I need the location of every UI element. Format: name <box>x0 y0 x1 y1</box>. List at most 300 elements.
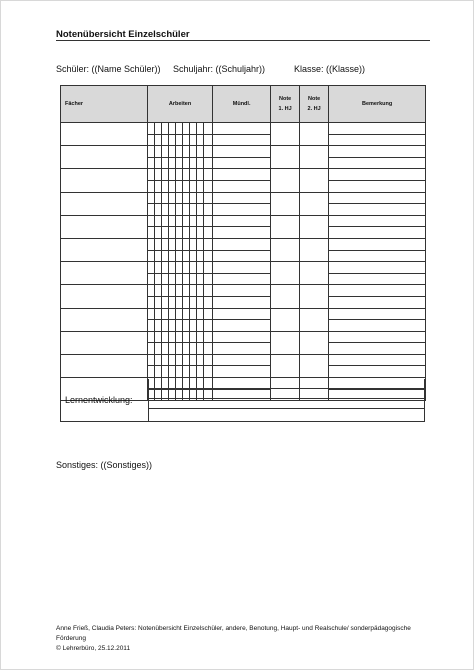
arbeit-cell <box>197 192 204 204</box>
bemerkung-cell <box>329 169 426 181</box>
arbeit-cell <box>197 169 204 181</box>
arbeit-cell <box>155 204 162 216</box>
arbeit-cell <box>155 157 162 169</box>
arbeit-cell <box>204 250 213 262</box>
table-row <box>61 331 426 343</box>
note-2hj-cell <box>300 146 329 169</box>
table-row <box>61 169 426 181</box>
arbeit-cell <box>155 215 162 227</box>
arbeit-cell <box>190 366 197 378</box>
note-1hj-cell <box>271 146 300 169</box>
arbeit-cell <box>197 273 204 285</box>
arbeit-cell <box>169 192 176 204</box>
arbeit-cell <box>183 180 190 192</box>
note-2hj-cell <box>300 238 329 261</box>
muendl-cell <box>213 285 271 297</box>
table-row <box>61 354 426 366</box>
arbeit-cell <box>148 192 155 204</box>
arbeit-cell <box>169 343 176 355</box>
subject-cell <box>61 238 148 261</box>
arbeit-cell <box>197 250 204 262</box>
lernentwicklung-label: Lernentwicklung: <box>65 395 133 405</box>
arbeit-cell <box>204 204 213 216</box>
arbeit-cell <box>190 146 197 158</box>
arbeit-cell <box>176 215 183 227</box>
arbeit-cell <box>176 308 183 320</box>
arbeit-cell <box>162 215 169 227</box>
arbeit-cell <box>204 320 213 332</box>
arbeit-cell <box>176 227 183 239</box>
bemerkung-cell <box>329 238 426 250</box>
arbeit-cell <box>148 343 155 355</box>
muendl-cell <box>213 238 271 250</box>
subject-cell <box>61 354 148 377</box>
arbeit-cell <box>197 204 204 216</box>
bemerkung-cell <box>329 343 426 355</box>
arbeit-cell <box>169 204 176 216</box>
subject-cell <box>61 262 148 285</box>
arbeit-cell <box>169 273 176 285</box>
arbeit-cell <box>197 354 204 366</box>
bemerkung-cell <box>329 192 426 204</box>
arbeit-cell <box>176 192 183 204</box>
arbeit-cell <box>183 262 190 274</box>
arbeit-cell <box>162 308 169 320</box>
arbeit-cell <box>148 123 155 135</box>
arbeit-cell <box>204 134 213 146</box>
subject-cell <box>61 169 148 192</box>
writing-line <box>149 379 424 389</box>
table-row <box>61 285 426 297</box>
arbeit-cell <box>162 262 169 274</box>
arbeit-cell <box>162 250 169 262</box>
arbeit-cell <box>155 366 162 378</box>
arbeit-cell <box>190 320 197 332</box>
arbeit-cell <box>148 354 155 366</box>
arbeit-cell <box>183 169 190 181</box>
arbeit-cell <box>183 331 190 343</box>
table-row <box>61 308 426 320</box>
arbeit-cell <box>176 273 183 285</box>
table-header-row <box>61 86 426 123</box>
footer-credit: Anne Frieß, Claudia Peters: Notenübersicht Einzelschüler, andere, Benotung, Haupt- und Realschule/ sonderpädagogische <box>56 625 411 632</box>
arbeit-cell <box>190 134 197 146</box>
arbeit-cell <box>204 157 213 169</box>
lernentwicklung-box <box>60 379 425 422</box>
arbeit-cell <box>197 320 204 332</box>
arbeit-cell <box>183 146 190 158</box>
arbeit-cell <box>176 123 183 135</box>
arbeit-cell <box>190 343 197 355</box>
arbeit-cell <box>197 215 204 227</box>
arbeit-cell <box>162 238 169 250</box>
muendl-cell <box>213 273 271 285</box>
arbeit-cell <box>155 285 162 297</box>
grades-table <box>60 85 426 401</box>
arbeit-cell <box>176 331 183 343</box>
arbeit-cell <box>148 273 155 285</box>
arbeit-cell <box>190 285 197 297</box>
arbeit-cell <box>204 273 213 285</box>
arbeit-cell <box>190 308 197 320</box>
arbeit-cell <box>162 204 169 216</box>
arbeit-cell <box>197 343 204 355</box>
writing-line <box>149 399 424 409</box>
arbeit-cell <box>148 285 155 297</box>
arbeit-cell <box>169 320 176 332</box>
header-bemerkung: Bemerkung <box>329 86 426 123</box>
arbeit-cell <box>162 192 169 204</box>
muendl-cell <box>213 331 271 343</box>
arbeit-cell <box>190 250 197 262</box>
arbeit-cell <box>176 250 183 262</box>
arbeit-cell <box>190 123 197 135</box>
arbeit-cell <box>204 308 213 320</box>
footer <box>56 624 426 654</box>
bemerkung-cell <box>329 320 426 332</box>
arbeit-cell <box>155 169 162 181</box>
arbeit-cell <box>183 285 190 297</box>
arbeit-cell <box>176 169 183 181</box>
muendl-cell <box>213 157 271 169</box>
arbeit-cell <box>204 192 213 204</box>
arbeit-cell <box>204 227 213 239</box>
muendl-cell <box>213 343 271 355</box>
title-divider <box>56 40 430 41</box>
header-note-1hj <box>271 86 300 123</box>
arbeit-cell <box>155 273 162 285</box>
arbeit-cell <box>155 180 162 192</box>
arbeit-cell <box>190 180 197 192</box>
subject-cell <box>61 331 148 354</box>
arbeit-cell <box>155 227 162 239</box>
arbeit-cell <box>176 180 183 192</box>
bemerkung-cell <box>329 296 426 308</box>
arbeit-cell <box>204 296 213 308</box>
arbeit-cell <box>190 169 197 181</box>
arbeit-cell <box>176 157 183 169</box>
arbeit-cell <box>148 331 155 343</box>
bemerkung-cell <box>329 285 426 297</box>
arbeit-cell <box>204 238 213 250</box>
arbeit-cell <box>183 227 190 239</box>
arbeit-cell <box>204 180 213 192</box>
arbeit-cell <box>183 204 190 216</box>
header-note-1hj-line1: Note <box>278 96 292 102</box>
muendl-cell <box>213 354 271 366</box>
note-2hj-cell <box>300 308 329 331</box>
arbeit-cell <box>176 146 183 158</box>
arbeit-cell <box>148 227 155 239</box>
arbeit-cell <box>169 262 176 274</box>
arbeit-cell <box>155 308 162 320</box>
arbeit-cell <box>162 296 169 308</box>
arbeit-cell <box>148 308 155 320</box>
arbeit-cell <box>204 146 213 158</box>
arbeit-cell <box>148 204 155 216</box>
bemerkung-cell <box>329 354 426 366</box>
arbeit-cell <box>176 296 183 308</box>
note-1hj-cell <box>271 331 300 354</box>
arbeit-cell <box>183 123 190 135</box>
arbeit-cell <box>155 320 162 332</box>
arbeit-cell <box>155 354 162 366</box>
muendl-cell <box>213 192 271 204</box>
sonstiges-field: Sonstiges: ((Sonstiges)) <box>56 460 153 470</box>
arbeit-cell <box>204 169 213 181</box>
arbeit-cell <box>190 262 197 274</box>
header-note-2hj <box>300 86 329 123</box>
note-1hj-cell <box>271 262 300 285</box>
arbeit-cell <box>162 331 169 343</box>
note-1hj-cell <box>271 215 300 238</box>
page-title: Notenübersicht Einzelschüler <box>56 29 190 40</box>
bemerkung-cell <box>329 262 426 274</box>
arbeit-cell <box>155 296 162 308</box>
muendl-cell <box>213 262 271 274</box>
arbeit-cell <box>169 180 176 192</box>
muendl-cell <box>213 308 271 320</box>
table-row <box>61 123 426 135</box>
arbeit-cell <box>176 366 183 378</box>
arbeit-cell <box>169 169 176 181</box>
arbeit-cell <box>176 354 183 366</box>
arbeit-cell <box>169 134 176 146</box>
muendl-cell <box>213 250 271 262</box>
arbeit-cell <box>183 134 190 146</box>
arbeit-cell <box>169 285 176 297</box>
arbeit-cell <box>197 238 204 250</box>
lernentwicklung-lines <box>148 379 424 421</box>
arbeit-cell <box>169 123 176 135</box>
arbeit-cell <box>197 366 204 378</box>
bemerkung-cell <box>329 146 426 158</box>
arbeit-cell <box>190 204 197 216</box>
table-row <box>61 238 426 250</box>
note-2hj-cell <box>300 354 329 377</box>
arbeit-cell <box>169 146 176 158</box>
arbeit-cell <box>155 343 162 355</box>
arbeit-cell <box>169 308 176 320</box>
bemerkung-cell <box>329 250 426 262</box>
muendl-cell <box>213 123 271 135</box>
muendl-cell <box>213 204 271 216</box>
arbeit-cell <box>169 157 176 169</box>
arbeit-cell <box>183 238 190 250</box>
arbeit-cell <box>155 262 162 274</box>
arbeit-cell <box>162 227 169 239</box>
arbeit-cell <box>162 134 169 146</box>
arbeit-cell <box>197 262 204 274</box>
note-2hj-cell <box>300 192 329 215</box>
header-note-1hj-line2: 1. HJ <box>278 106 292 112</box>
note-1hj-cell <box>271 192 300 215</box>
header-note-2hj-line2: 2. HJ <box>307 106 321 112</box>
muendl-cell <box>213 146 271 158</box>
note-2hj-cell <box>300 331 329 354</box>
arbeit-cell <box>190 354 197 366</box>
bemerkung-cell <box>329 157 426 169</box>
arbeit-cell <box>183 296 190 308</box>
arbeit-cell <box>204 285 213 297</box>
arbeit-cell <box>155 250 162 262</box>
bemerkung-cell <box>329 227 426 239</box>
arbeit-cell <box>155 134 162 146</box>
arbeit-cell <box>204 331 213 343</box>
arbeit-cell <box>162 343 169 355</box>
note-2hj-cell <box>300 123 329 146</box>
footer-copyright: © Lehrerbüro, 25.12.2011 <box>56 645 131 652</box>
subject-cell <box>61 285 148 308</box>
arbeit-cell <box>183 250 190 262</box>
bemerkung-cell <box>329 204 426 216</box>
header-arbeiten: Arbeiten <box>148 86 213 123</box>
arbeit-cell <box>148 250 155 262</box>
arbeit-cell <box>148 146 155 158</box>
muendl-cell <box>213 215 271 227</box>
arbeit-cell <box>148 215 155 227</box>
bemerkung-cell <box>329 331 426 343</box>
table-row <box>61 262 426 274</box>
subject-cell <box>61 308 148 331</box>
subject-cell <box>61 146 148 169</box>
arbeit-cell <box>169 366 176 378</box>
muendl-cell <box>213 169 271 181</box>
arbeit-cell <box>169 250 176 262</box>
arbeit-cell <box>183 215 190 227</box>
bemerkung-cell <box>329 123 426 135</box>
arbeit-cell <box>204 215 213 227</box>
arbeit-cell <box>176 343 183 355</box>
arbeit-cell <box>197 123 204 135</box>
bemerkung-cell <box>329 180 426 192</box>
arbeit-cell <box>197 146 204 158</box>
arbeit-cell <box>155 238 162 250</box>
note-1hj-cell <box>271 285 300 308</box>
arbeit-cell <box>197 227 204 239</box>
arbeit-cell <box>162 146 169 158</box>
arbeit-cell <box>197 296 204 308</box>
note-1hj-cell <box>271 354 300 377</box>
arbeit-cell <box>204 354 213 366</box>
header-note-2hj-line1: Note <box>307 96 321 102</box>
arbeit-cell <box>169 296 176 308</box>
note-1hj-cell <box>271 123 300 146</box>
arbeit-cell <box>197 134 204 146</box>
arbeit-cell <box>197 180 204 192</box>
arbeit-cell <box>176 262 183 274</box>
arbeit-cell <box>204 262 213 274</box>
arbeit-cell <box>162 169 169 181</box>
muendl-cell <box>213 296 271 308</box>
arbeit-cell <box>176 285 183 297</box>
arbeit-cell <box>190 215 197 227</box>
arbeit-cell <box>155 123 162 135</box>
arbeit-cell <box>169 215 176 227</box>
arbeit-cell <box>197 308 204 320</box>
arbeit-cell <box>190 296 197 308</box>
arbeit-cell <box>190 331 197 343</box>
bemerkung-cell <box>329 215 426 227</box>
header-faecher: Fächer <box>61 86 148 123</box>
arbeit-cell <box>197 285 204 297</box>
arbeit-cell <box>162 320 169 332</box>
arbeit-cell <box>183 366 190 378</box>
bemerkung-cell <box>329 366 426 378</box>
note-2hj-cell <box>300 169 329 192</box>
subject-cell <box>61 192 148 215</box>
arbeit-cell <box>183 192 190 204</box>
arbeit-cell <box>183 343 190 355</box>
arbeit-cell <box>148 296 155 308</box>
arbeit-cell <box>148 366 155 378</box>
arbeit-cell <box>162 354 169 366</box>
arbeit-cell <box>169 331 176 343</box>
arbeit-cell <box>183 273 190 285</box>
schuljahr-field: Schuljahr: ((Schuljahr)) <box>173 64 266 74</box>
arbeit-cell <box>155 146 162 158</box>
subject-cell <box>61 215 148 238</box>
schueler-field: Schüler: ((Name Schüler)) <box>56 64 161 74</box>
arbeit-cell <box>183 354 190 366</box>
writing-line <box>149 389 424 399</box>
muendl-cell <box>213 366 271 378</box>
arbeit-cell <box>176 204 183 216</box>
arbeit-cell <box>183 320 190 332</box>
arbeit-cell <box>190 238 197 250</box>
bemerkung-cell <box>329 134 426 146</box>
subject-cell <box>61 123 148 146</box>
arbeit-cell <box>162 123 169 135</box>
arbeit-cell <box>204 366 213 378</box>
note-2hj-cell <box>300 215 329 238</box>
arbeit-cell <box>148 157 155 169</box>
arbeit-cell <box>162 273 169 285</box>
arbeit-cell <box>176 320 183 332</box>
arbeit-cell <box>148 262 155 274</box>
arbeit-cell <box>148 134 155 146</box>
arbeit-cell <box>190 273 197 285</box>
bemerkung-cell <box>329 308 426 320</box>
arbeit-cell <box>169 238 176 250</box>
arbeit-cell <box>148 180 155 192</box>
klasse-field: Klasse: ((Klasse)) <box>294 64 366 74</box>
arbeit-cell <box>197 331 204 343</box>
header-muendl: Mündl. <box>213 86 271 123</box>
arbeit-cell <box>190 192 197 204</box>
arbeit-cell <box>155 192 162 204</box>
note-2hj-cell <box>300 285 329 308</box>
arbeit-cell <box>162 157 169 169</box>
arbeit-cell <box>155 331 162 343</box>
bemerkung-cell <box>329 273 426 285</box>
arbeit-cell <box>169 227 176 239</box>
arbeit-cell <box>197 157 204 169</box>
writing-line <box>149 409 424 419</box>
muendl-cell <box>213 320 271 332</box>
note-2hj-cell <box>300 262 329 285</box>
arbeit-cell <box>148 320 155 332</box>
arbeit-cell <box>148 169 155 181</box>
table-row <box>61 215 426 227</box>
arbeit-cell <box>148 238 155 250</box>
footer-credit-cont: Förderung <box>56 635 86 642</box>
arbeit-cell <box>162 180 169 192</box>
arbeit-cell <box>176 134 183 146</box>
arbeit-cell <box>169 354 176 366</box>
table-row <box>61 146 426 158</box>
arbeit-cell <box>176 238 183 250</box>
